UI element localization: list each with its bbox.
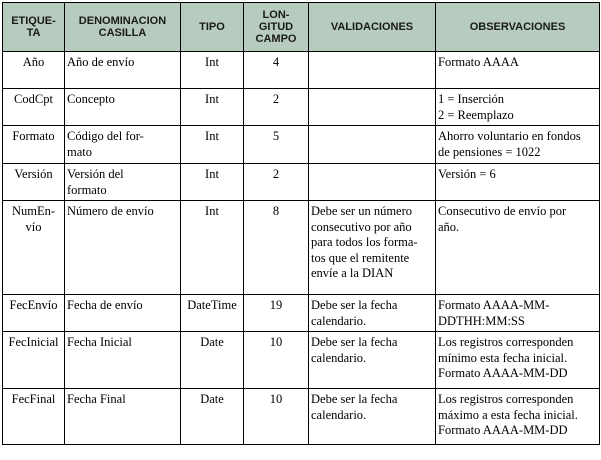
cell-validaciones [309,52,436,89]
header-tipo: TIPO [181,3,244,52]
cell-validaciones: Debe ser la fecha calendario. [309,389,436,445]
header-validaciones: VALIDACIONES [309,3,436,52]
cell-longitud: 2 [244,164,309,201]
cell-longitud: 19 [244,295,309,332]
cell-longitud: 4 [244,52,309,89]
table-row [3,126,600,164]
cell-denominacion: Fecha Final [65,389,181,445]
cell-longitud: 10 [244,389,309,445]
cell-observaciones: Los registros corresponden máximo a esta fecha inicial. Formato AAAA-MM-DD [436,389,600,445]
cell-validaciones: Debe ser un número consecutivo por año para todos los forma- tos que el remitente envíe a la DIAN [309,201,436,295]
table-header-row [3,3,600,52]
cell-validaciones [309,89,436,126]
cell-denominacion: Concepto [65,89,181,126]
cell-tipo: Int [181,126,244,164]
cell-observaciones: Formato AAAA [436,52,600,89]
header-observaciones: OBSERVACIONES [436,3,600,52]
cell-denominacion: Fecha Inicial [65,332,181,389]
cell-longitud: 10 [244,332,309,389]
cell-etiqueta: Año [3,52,65,89]
cell-tipo: Int [181,164,244,201]
cell-validaciones [309,164,436,201]
cell-tipo: Date [181,389,244,445]
cell-tipo: Int [181,52,244,89]
cell-etiqueta: FecEnvío [3,295,65,332]
field-spec-table [2,2,600,445]
cell-etiqueta: NumEn- vío [3,201,65,295]
cell-denominacion: Número de envío [65,201,181,295]
cell-denominacion: Fecha de envío [65,295,181,332]
cell-etiqueta: Versión [3,164,65,201]
table-row [3,52,600,89]
header-denominacion: DENOMINACION CASILLA [65,3,181,52]
cell-longitud: 2 [244,89,309,126]
cell-etiqueta: FecInicial [3,332,65,389]
cell-longitud: 8 [244,201,309,295]
cell-observaciones: 1 = Inserción 2 = Reemplazo [436,89,600,126]
table-row [3,332,600,389]
cell-observaciones: Consecutivo de envío por año. [436,201,600,295]
cell-validaciones: Debe ser la fecha calendario. [309,332,436,389]
cell-etiqueta: Formato [3,126,65,164]
cell-denominacion: Código del for- mato [65,126,181,164]
table-row [3,89,600,126]
cell-etiqueta: FecFinal [3,389,65,445]
cell-longitud: 5 [244,126,309,164]
cell-tipo: Date [181,332,244,389]
cell-observaciones: Ahorro voluntario en fondos de pensiones = 1022 [436,126,600,164]
header-longitud: LON- GITUD CAMPO [244,3,309,52]
table-row [3,201,600,295]
cell-validaciones: Debe ser la fecha calendario. [309,295,436,332]
table-row [3,389,600,445]
table-row [3,295,600,332]
cell-tipo: Int [181,89,244,126]
table-row [3,164,600,201]
cell-denominacion: Versión del formato [65,164,181,201]
cell-observaciones: Formato AAAA-MM- DDTHH:MM:SS [436,295,600,332]
cell-denominacion: Año de envío [65,52,181,89]
cell-etiqueta: CodCpt [3,89,65,126]
cell-tipo: Int [181,201,244,295]
cell-tipo: DateTime [181,295,244,332]
document-page [2,2,600,445]
cell-validaciones [309,126,436,164]
header-etiqueta: ETIQUE- TA [3,3,65,52]
cell-observaciones: Versión = 6 [436,164,600,201]
cell-observaciones: Los registros corresponden mínimo esta fecha inicial. Formato AAAA-MM-DD [436,332,600,389]
